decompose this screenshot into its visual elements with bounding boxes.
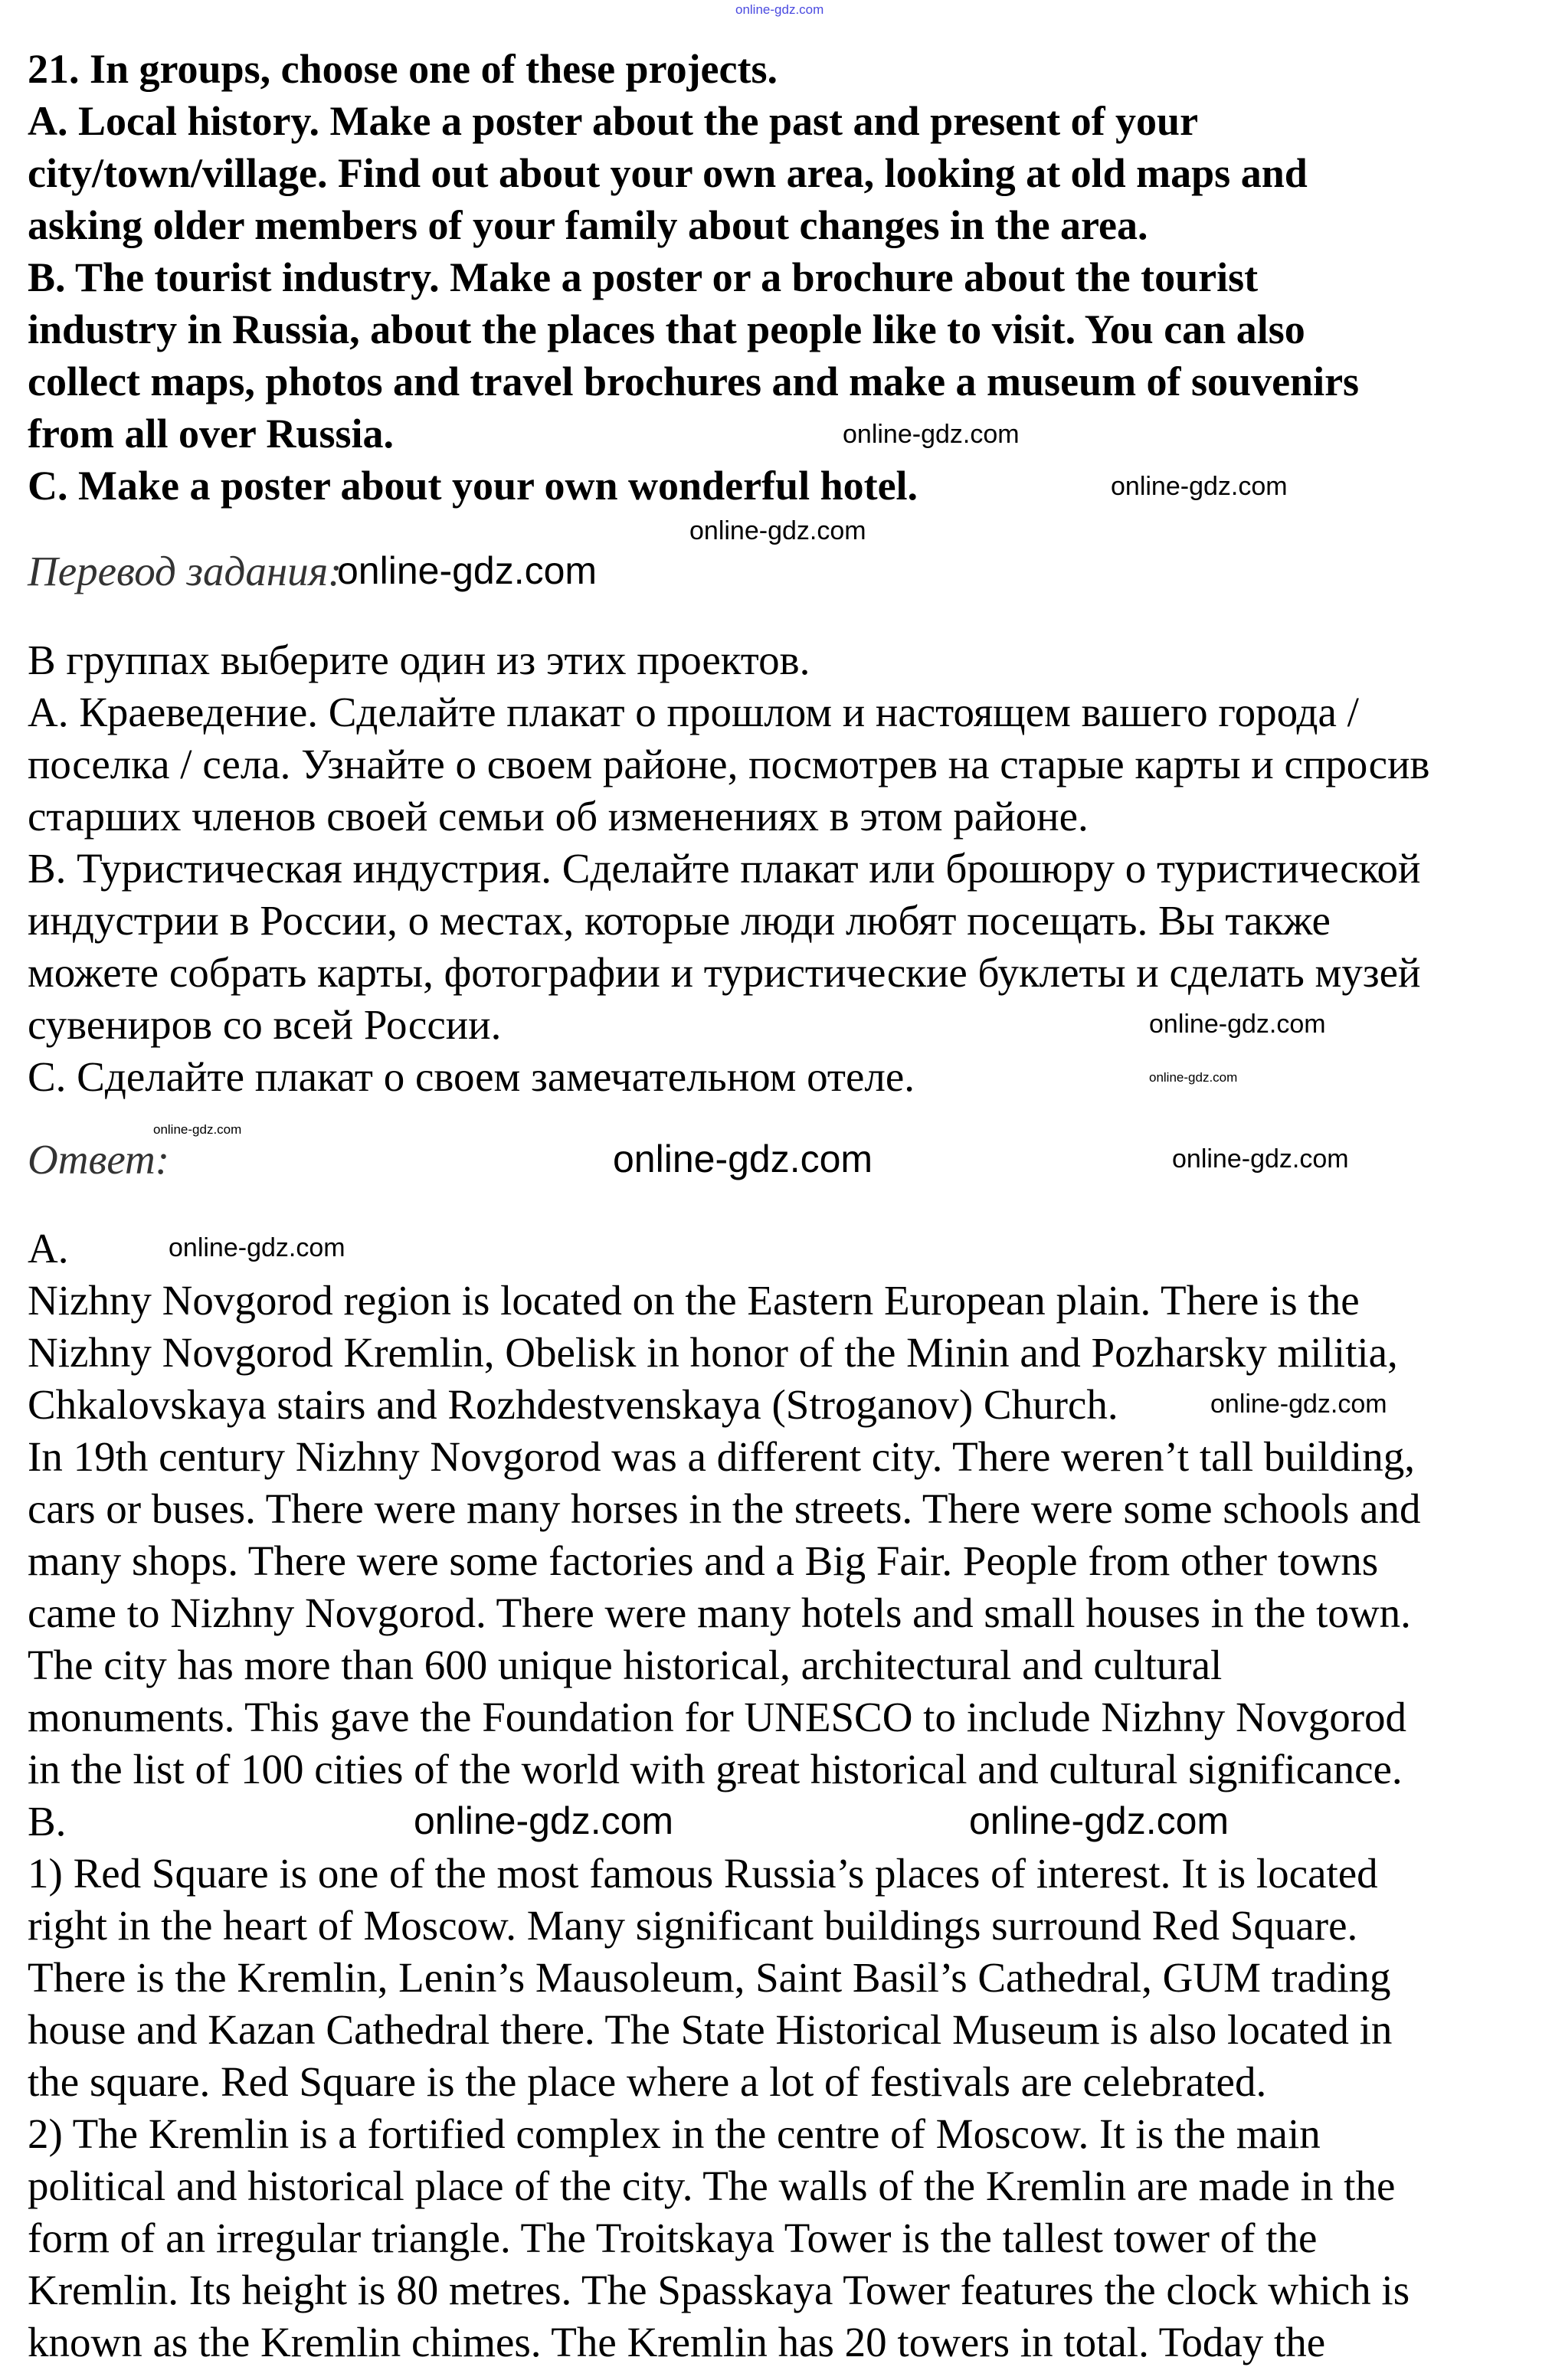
task-line: industry in Russia, about the places that people like to visit. You can also (28, 306, 1305, 352)
watermark: online-gdz.com (414, 1799, 674, 1842)
translation-line: сувениров со всей России. (28, 1001, 502, 1048)
task-line: city/town/village. Find out about your own area, looking at old maps and (28, 150, 1308, 196)
answer-line: cars or buses. There were many horses in the streets. There were some schools and (28, 1485, 1421, 1532)
watermark: online-gdz.com (337, 549, 598, 592)
task-line: B. The tourist industry. Make a poster or a brochure about the tourist (28, 254, 1259, 300)
watermark: online-gdz.com (689, 516, 866, 545)
translation-line: поселка / села. Узнайте о своем районе, посмотрев на старые карты и спросив (28, 741, 1430, 787)
answer-line: In 19th century Nizhny Novgorod was a different city. There weren’t tall building, (28, 1433, 1415, 1480)
answer-line: house and Kazan Cathedral there. The State Historical Museum is also located in (28, 2006, 1393, 2053)
answer-line: The city has more than 600 unique historical, architectural and cultural (28, 1642, 1223, 1688)
answer-line: right in the heart of Moscow. Many significant buildings surround Red Square. (28, 1902, 1358, 1949)
watermark: online-gdz.com (843, 420, 1020, 449)
answer-line: many shops. There were some factories and a Big Fair. People from other towns (28, 1537, 1379, 1584)
answer-line: the square. Red Square is the place where a lot of festivals are celebrated. (28, 2058, 1267, 2105)
translation-line: B. Туристическая индустрия. Сделайте плакат или брошюру о туристической (28, 845, 1421, 892)
translation-line: В группах выберите один из этих проектов. (28, 637, 810, 683)
answer-line: Chkalovskaya stairs and Rozhdestvenskaya (Stroganov) Church. (28, 1381, 1118, 1428)
watermark: online-gdz.com (1172, 1144, 1349, 1174)
watermark: online-gdz.com (1111, 472, 1288, 501)
watermark: online-gdz.com (153, 1122, 242, 1137)
answer-line: form of an irregular triangle. The Troitskaya Tower is the tallest tower of the (28, 2215, 1318, 2261)
translation-line: A. Краеведение. Сделайте плакат о прошлом и настоящем вашего города / (28, 689, 1359, 735)
answer-label: Ответ: (28, 1136, 170, 1183)
task-line: C. Make a poster about your own wonderful hotel. (28, 463, 918, 509)
translation-line: индустрии в России, о местах, которые люди любят посещать. Вы также (28, 897, 1331, 944)
answer-line: known as the Kremlin chimes. The Kremlin has 20 towers in total. Today the (28, 2319, 1326, 2365)
answer-line: A. (28, 1225, 69, 1272)
answer-line: 1) Red Square is one of the most famous Russia’s places of interest. It is located (28, 1850, 1378, 1897)
answer-line: Nizhny Novgorod region is located on the Eastern European plain. There is the (28, 1277, 1360, 1324)
answer-line: political and historical place of the city. The walls of the Kremlin are made in the (28, 2162, 1396, 2209)
watermark: online-gdz.com (1210, 1390, 1387, 1419)
task-line: A. Local history. Make a poster about the past and present of your (28, 98, 1199, 144)
watermark: online-gdz.com (613, 1138, 873, 1180)
task-line: 21. In groups, choose one of these projects. (28, 46, 778, 92)
answer-line: B. (28, 1798, 67, 1845)
answer-line: monuments. This gave the Foundation for UNESCO to include Nizhny Novgorod (28, 1694, 1407, 1740)
task-line: from all over Russia. (28, 411, 394, 457)
translation-line: C. Сделайте плакат о своем замечательном отеле. (28, 1053, 915, 1100)
task-line: collect maps, photos and travel brochures and make a museum of souvenirs (28, 358, 1360, 404)
watermark: online-gdz.com (1149, 1070, 1238, 1085)
watermark: online-gdz.com (1149, 1010, 1326, 1039)
watermark: online-gdz.com (969, 1799, 1229, 1842)
answer-line: There is the Kremlin, Lenin’s Mausoleum, Saint Basil’s Cathedral, GUM trading (28, 1954, 1391, 2001)
answer-line: 2) The Kremlin is a fortified complex in the centre of Moscow. It is the main (28, 2110, 1321, 2157)
answer-line: Kremlin. Its height is 80 metres. The Spasskaya Tower features the clock which is (28, 2267, 1410, 2313)
translation-line: можете собрать карты, фотографии и туристические буклеты и сделать музей (28, 949, 1421, 996)
answer-line: in the list of 100 cities of the world with great historical and cultural significance. (28, 1746, 1403, 1792)
task-line: asking older members of your family about changes in the area. (28, 202, 1148, 248)
translation-label: Перевод задания: (28, 548, 342, 594)
watermark: online-gdz.com (169, 1233, 345, 1262)
translation-line: старших членов своей семьи об изменениях в этом районе. (28, 793, 1089, 840)
answer-line: came to Nizhny Novgorod. There were many hotels and small houses in the town. (28, 1589, 1411, 1636)
watermark: online-gdz.com (735, 2, 824, 17)
answer-line: Nizhny Novgorod Kremlin, Obelisk in honor of the Minin and Pozharsky militia, (28, 1329, 1398, 1376)
